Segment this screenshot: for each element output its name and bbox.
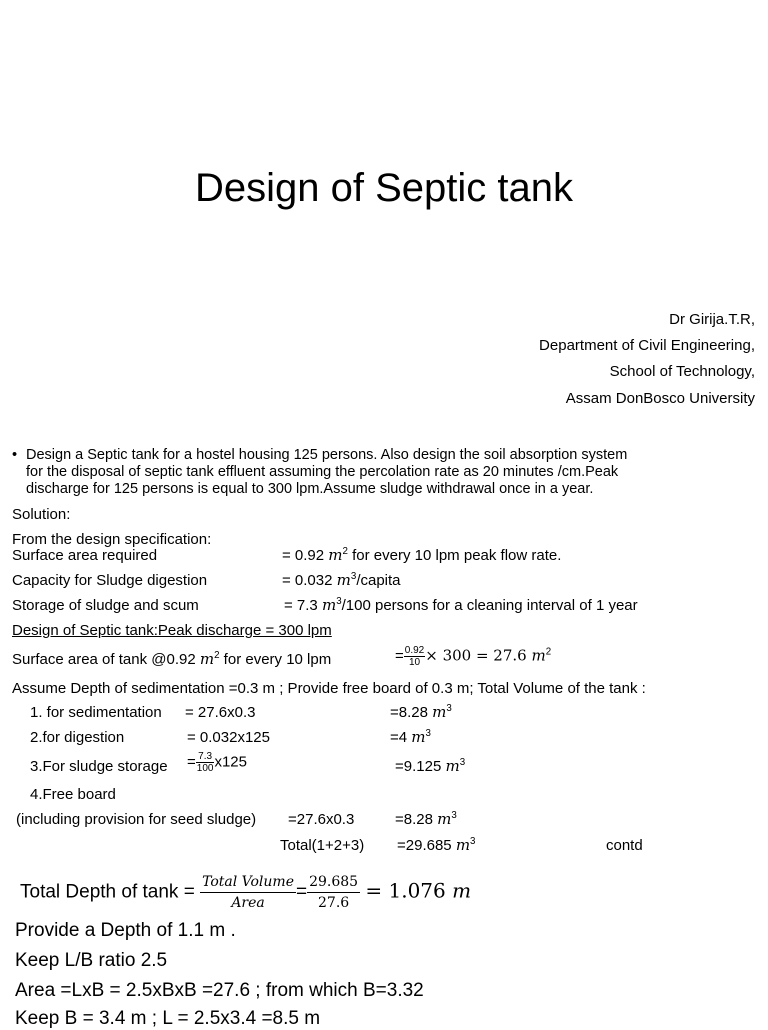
sludge-storage-result: =9.125 $m^3$ — [395, 757, 466, 775]
dimensions-line: Keep B = 3.4 m ; L = 2.5x3.4 =8.5 m — [15, 1008, 321, 1029]
problem-line-3: discharge for 125 persons is equal to 300 lpm.Assume sludge withdrawal once in a year. — [26, 481, 594, 497]
total-depth-equation: Total Depth of tank = $\frac{\text{Total Volume}}{\text{Area}}$ = $\frac{29.685}{27.6}$ = 1.076 m — [20, 874, 472, 911]
author-school: School of Technology, — [609, 363, 755, 380]
author-department: Department of Civil Engineering, — [539, 337, 755, 354]
spec-heading: From the design specification: — [12, 531, 212, 548]
surface-area-value: = 0.92 $m^2$ for every 10 lpm peak flow rate. — [282, 546, 562, 564]
digestion-label: 2.for digestion — [30, 729, 125, 746]
tank-area-label: Surface area of tank @0.92 $m^2$ for every 10 lpm — [12, 650, 332, 668]
contd-label: contd — [606, 837, 643, 854]
total-result: =29.685 $m^3$ — [397, 836, 476, 854]
surface-area-label: Surface area required — [12, 547, 158, 564]
free-board-label: 4.Free board — [30, 786, 116, 803]
sludge-storage-label: 3.For sludge storage — [30, 758, 168, 775]
total-label: Total(1+2+3) — [280, 837, 365, 854]
solution-label: Solution: — [12, 506, 71, 523]
lb-ratio: Keep L/B ratio 2.5 — [15, 950, 168, 971]
page-title: Design of Septic tank — [195, 166, 573, 210]
seed-sludge-label: (including provision for seed sludge) — [16, 811, 257, 828]
seed-sludge-calc: =27.6x0.3 — [288, 811, 355, 828]
design-heading: Design of Septic tank:Peak discharge = 300 lpm — [12, 622, 332, 639]
bullet: • — [12, 447, 18, 463]
area-calc: Area =LxB = 2.5xBxB =27.6 ; from which B=3.32 — [15, 980, 424, 1001]
seed-sludge-result: =8.28 $m^3$ — [395, 810, 457, 828]
tank-area-equation: = $\frac{0.92}{10}$ × 300 = 27.6 $m^2$ — [395, 645, 552, 668]
sedimentation-label: 1. for sedimentation — [30, 704, 162, 721]
storage-value: = 7.3 $m^3/100$ persons for a cleaning interval of 1 year — [284, 596, 638, 614]
capacity-value: = 0.032 $m^3$/capita — [282, 571, 401, 589]
problem-line-2: for the disposal of septic tank effluent assuming the percolation rate as 20 minutes /cm.Peak — [26, 464, 619, 480]
capacity-label: Capacity for Sludge digestion — [12, 572, 208, 589]
storage-label: Storage of sludge and scum — [12, 597, 199, 614]
sedimentation-result: =8.28 $m^3$ — [390, 703, 452, 721]
author-name: Dr Girija.T.R, — [669, 311, 755, 328]
provide-depth: Provide a Depth of 1.1 m . — [15, 920, 236, 941]
sedimentation-calc: = 27.6x0.3 — [185, 704, 256, 721]
digestion-calc: = 0.032x125 — [187, 729, 270, 746]
sludge-storage-calc: = $\frac{7.3}{100}$ x125 — [187, 751, 247, 774]
assume-line: Assume Depth of sedimentation =0.3 m ; Provide free board of 0.3 m; Total Volume of the tank : — [12, 680, 646, 697]
problem-line-1: Design a Septic tank for a hostel housing 125 persons. Also design the soil absorption system — [26, 447, 628, 463]
digestion-result: =4 $m^3$ — [390, 728, 431, 746]
author-university: Assam DonBosco University — [565, 390, 755, 407]
